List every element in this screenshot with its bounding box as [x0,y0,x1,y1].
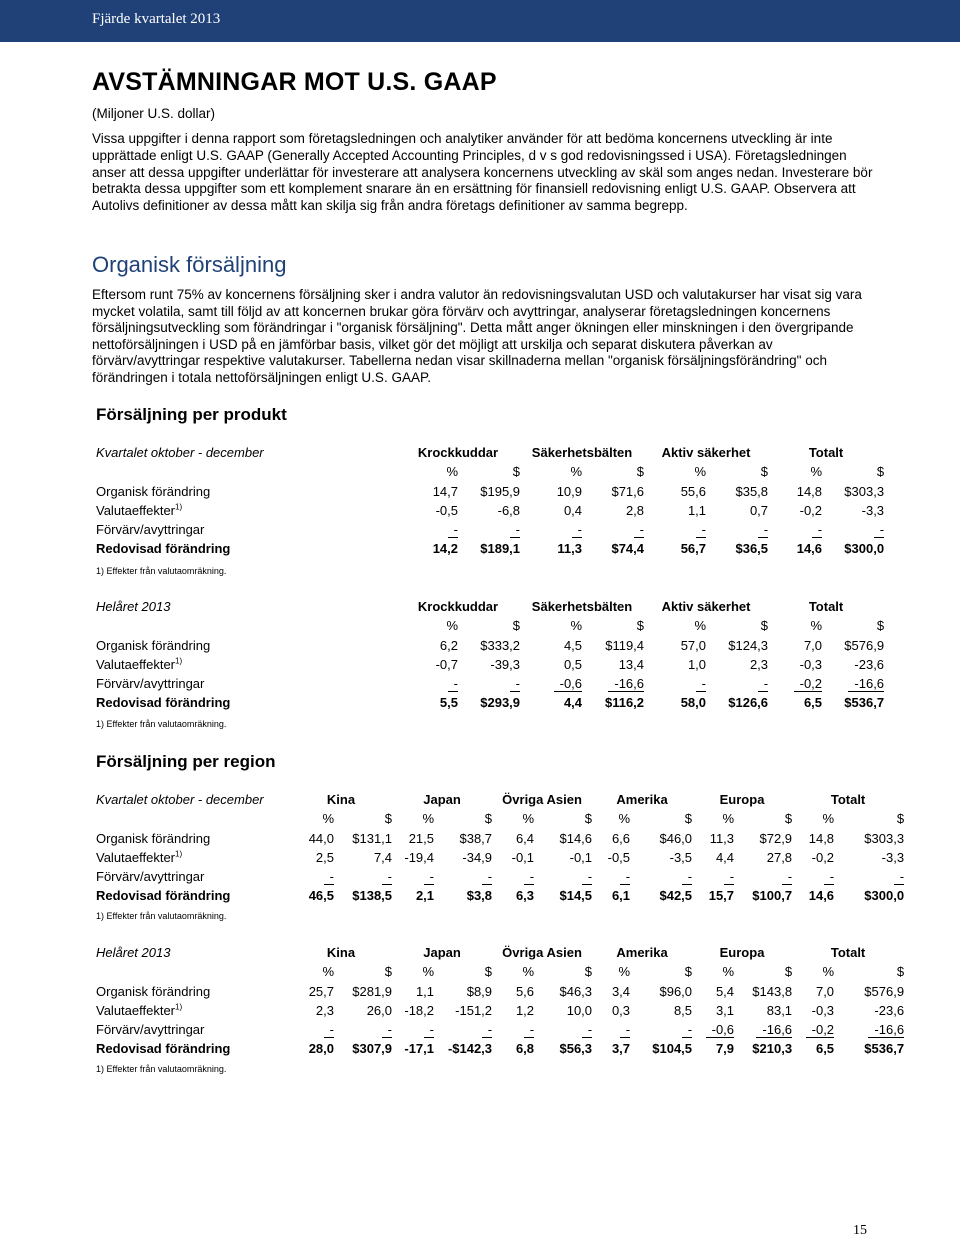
table-cell: -0,6 [706,1023,734,1038]
table-cell: -19,4 [404,849,435,865]
table-cell: 3,1 [715,1002,735,1018]
table-cell: - [620,870,630,885]
table-cell: 6,4 [515,830,535,846]
table-cell: 83,1 [766,1002,793,1018]
table-cell: - [572,523,582,538]
table-row [96,867,904,886]
table-cell: 14,6 [796,541,823,557]
table-cell: 2,8 [625,502,645,518]
row-label: Organisk förändring [96,983,211,999]
column-group-europa: Europa [719,945,765,960]
table-cell: $72,9 [759,830,793,846]
table-cell: 21,5 [408,830,435,846]
page-number: 15 [853,1223,867,1238]
table-unit-row [96,962,904,981]
table-cell: -0,1 [511,849,535,865]
region-q4-table [96,790,904,906]
table-cell: - [382,1023,392,1038]
currency-note: (Miljoner U.S. dollar) [92,106,216,121]
footnote: 1) Effekter från valutaomräkning. [96,566,227,576]
table-cell: 10,0 [566,1002,593,1018]
table-cell: -16,6 [756,1023,792,1038]
product-fy-table [96,597,884,713]
table-period-label: Kvartalet oktober - december [96,445,264,460]
unit-header: $ [636,618,645,634]
unit-header: $ [784,811,793,827]
table-cell: 5,6 [515,983,535,999]
unit-header: $ [384,964,393,980]
table-cell: 6,8 [515,1041,535,1057]
unit-header: $ [876,464,885,480]
table-cell: -0,1 [569,849,593,865]
page-title: AVSTÄMNINGAR MOT U.S. GAAP [92,68,497,96]
table-cell: - [682,1023,692,1038]
table-cell: $576,9 [844,637,885,653]
unit-header: % [822,964,835,980]
column-group-kina: Kina [326,792,356,807]
table-group-header-row [96,790,904,809]
table-cell: $100,7 [752,888,793,904]
column-group-sakerhetsbalten: Säkerhetsbälten [531,445,633,460]
table-cell: 10,9 [556,483,583,499]
table-cell: $71,6 [611,483,645,499]
table-cell: 7,4 [373,849,393,865]
unit-header: % [618,964,631,980]
table-cell: $35,8 [735,483,769,499]
table-cell: -17,1 [404,1041,435,1057]
table-cell: - [424,870,434,885]
table-cell: -6,8 [497,502,521,518]
table-cell: - [482,1023,492,1038]
table-cell: $3,8 [466,888,493,904]
section-paragraph: Eftersom runt 75% av koncernens försäljning sker i andra valutor än redovisningsvalutan USD och valutakurser har visat sig vara mycket volatila, samt till följd av att koncernen brukar göra förvärv och avyttringar, analyserar företagsledningen koncernens försäljningsutveckling som förändringar i "organisk försäljning". Detta mått anger ökningen eller minskningen i den övergripande nettoförsäljningen i USD på en jämförbar basis, vilket gör det möjligt att urskilja och separat diskutera påverkan av förvärv/avyttringar respektive valutakurser. Tabellerna nedan visar skillnaderna mellan "organisk försäljningsförändring" och förändringen i totala nettoförsäljningen enligt U.S. GAAP. [92,287,862,385]
table-cell: 14,6 [808,888,835,904]
footnote: 1) Effekter från valutaomräkning. [96,911,227,921]
unit-header: $ [484,964,493,980]
table-cell: $333,2 [480,637,521,653]
table-unit-row [96,809,904,828]
column-group-amerika: Amerika [616,945,668,960]
table-cell: 5,4 [715,983,735,999]
table-cell: $104,5 [652,1041,693,1057]
row-label: Förvärv/avyttringar [96,676,205,692]
row-label: Redovisad förändring [96,888,231,904]
table-cell: $36,5 [735,541,769,557]
column-group-krockkuddar: Krockkuddar [417,445,499,460]
table-cell: 4,4 [715,849,735,865]
column-group-aktiv-sakerhet: Aktiv säkerhet [661,599,751,614]
table-cell: $303,3 [844,483,885,499]
table-cell: - [894,870,904,885]
table-group-header-row [96,597,884,616]
column-group-ovriga-asien: Övriga Asien [502,792,582,807]
column-group-totalt: Totalt [830,945,866,960]
table-cell: 0,7 [749,502,769,518]
unit-header: $ [512,464,521,480]
table-cell: -0,2 [806,1023,834,1038]
table-cell: 0,3 [611,1002,631,1018]
footnote-marker: 1) [175,656,183,666]
intro-paragraph: Vissa uppgifter i denna rapport som företagsledningen och analytiker använder för att bedöma koncernens utveckling är inte upprättade enligt U.S. GAAP (Generally Accepted Accounting Principles, d v s god redovisningssed i USA). Företagsledningen anser att dessa uppgifter underlättar för investerare att analysera koncernens utveckling av skäl som anges nedan. Investerare bör betrakta dessa uppgifter som ett komplement snarare än en ersättning för finansiell redovisning enligt U.S. GAAP. Observera att Autolivs definitioner av dessa mått kan skilja sig från andra företags definitioner av samma begrepp. [92,131,873,214]
table-cell: -0,3 [799,656,823,672]
table-cell: -0,7 [435,656,458,672]
table-cell: $303,3 [864,830,905,846]
table-cell: 14,7 [432,483,458,499]
table-cell: $119,4 [605,637,645,653]
table-row [96,674,884,693]
footnote-marker: 1) [175,1002,183,1012]
row-label: Organisk förändring [96,637,211,653]
row-label: Förvärv/avyttringar [96,1022,205,1038]
table-cell: 0,4 [563,502,583,518]
unit-header: $ [784,964,793,980]
table-cell: $96,0 [659,983,693,999]
unit-header: % [810,618,823,634]
table-total-row [96,1039,904,1058]
table-cell: -0,5 [435,502,458,518]
column-group-krockkuddar: Krockkuddar [417,599,499,614]
row-label: Förvärv/avyttringar [96,522,205,538]
table-cell: 11,3 [709,830,735,846]
table-cell: 14,8 [796,483,823,499]
table-cell: $300,0 [844,541,885,557]
table-cell: -23,6 [874,1002,905,1018]
table-cell: 2,5 [315,849,334,865]
header-title: Fjärde kvartalet 2013 [92,11,221,27]
unit-header: $ [484,811,493,827]
table-cell: 0,5 [563,656,583,672]
table-cell: - [620,1023,630,1038]
footnote-marker: 1) [175,849,183,859]
unit-header: $ [760,464,769,480]
table-cell: -3,5 [669,849,693,865]
table-cell: - [758,677,768,692]
footnote: 1) Effekter från valutaomräkning. [96,719,227,729]
table-group-header-row [96,943,904,962]
table-cell: - [782,870,792,885]
unit-header: % [722,964,735,980]
table-cell: -151,2 [455,1002,493,1018]
table-cell: $189,1 [480,541,521,557]
table-cell: -18,2 [404,1002,435,1018]
table-cell: - [874,523,884,538]
table-cell: 6,1 [611,888,631,904]
table-cell: 3,4 [611,983,631,999]
table-cell: $124,3 [728,637,769,653]
region-sales-heading: Försäljning per region [96,752,276,771]
unit-header: % [570,618,583,634]
table-cell: 26,0 [366,1002,393,1018]
table-total-row [96,539,884,558]
table-cell: 15,7 [708,888,735,904]
table-cell: -34,9 [462,849,493,865]
table-cell: - [324,870,334,885]
table-cell: $46,3 [559,983,593,999]
footnote: 1) Effekter från valutaomräkning. [96,1064,227,1074]
table-cell: $46,0 [659,830,693,846]
table-cell: $38,7 [459,830,493,846]
table-cell: 28,0 [308,1041,334,1057]
table-cell: 5,5 [439,695,458,711]
table-cell: - [510,677,520,692]
table-cell: -0,6 [554,677,582,692]
table-cell: $293,9 [480,695,521,711]
table-cell: $14,5 [559,888,593,904]
table-cell: $8,9 [466,983,493,999]
table-cell: $210,3 [752,1041,793,1057]
table-period-label: Helåret 2013 [96,945,171,960]
table-cell: $131,1 [352,830,393,846]
table-row [96,636,884,655]
unit-header: % [570,464,583,480]
table-unit-row [96,462,884,481]
table-cell: $307,9 [352,1041,393,1057]
row-label: Förvärv/avyttringar [96,869,205,885]
table-cell: 11,3 [557,541,583,557]
table-cell: 4,5 [563,637,583,653]
unit-header: $ [384,811,393,827]
table-cell: 57,0 [680,637,707,653]
table-cell: $14,6 [559,830,593,846]
table-unit-row [96,616,884,635]
table-cell: $195,9 [480,483,521,499]
table-cell: - [696,523,706,538]
table-cell: $116,2 [604,695,645,711]
table-cell: 6,2 [439,637,458,653]
table-cell: - [582,870,592,885]
table-cell: $74,4 [611,541,645,557]
table-cell: 46,5 [308,888,334,904]
column-group-japan: Japan [423,945,461,960]
unit-header: % [322,811,334,827]
table-cell: -0,2 [794,677,822,692]
row-label: Redovisad förändring [96,541,231,557]
unit-header: % [446,618,458,634]
table-cell: -23,6 [854,656,885,672]
table-cell: $143,8 [752,983,793,999]
table-cell: $281,9 [352,983,393,999]
table-cell: $536,7 [844,695,885,711]
table-cell: - [824,870,834,885]
table-row [96,655,884,674]
section-heading: Organisk försäljning [92,252,287,277]
unit-header: $ [896,811,905,827]
unit-header: % [422,811,435,827]
column-group-kina: Kina [326,945,356,960]
table-cell: $138,5 [352,888,393,904]
row-label: Valutaeffekter$^{1)}$ [96,849,183,865]
table-cell: -16,6 [608,677,644,692]
table-cell: -0,2 [799,502,823,518]
table-row [96,1001,904,1020]
column-group-totalt: Totalt [808,599,844,614]
row-label: Organisk förändring [96,483,211,499]
product-q4-table [96,443,884,559]
column-group-totalt: Totalt [808,445,844,460]
column-group-ovriga-asien: Övriga Asien [502,945,582,960]
table-cell: 6,5 [803,695,823,711]
table-cell: 2,1 [415,888,435,904]
unit-header: $ [636,464,645,480]
table-cell: -16,6 [848,677,884,692]
table-cell: 3,7 [611,1041,631,1057]
table-cell: 55,6 [680,483,707,499]
table-cell: $576,9 [864,983,905,999]
table-cell: 7,9 [715,1041,735,1057]
table-cell: - [758,523,768,538]
unit-header: $ [584,811,593,827]
table-cell: -0,2 [811,849,835,865]
unit-header: % [694,618,707,634]
table-cell: 2,3 [749,656,769,672]
unit-header: % [522,811,535,827]
table-cell: 7,0 [815,983,835,999]
table-cell: - [324,1023,334,1038]
table-cell: 8,5 [673,1002,693,1018]
column-group-sakerhetsbalten: Säkerhetsbälten [531,599,633,614]
unit-header: $ [760,618,769,634]
table-cell: - [524,1023,534,1038]
unit-header: % [322,964,334,980]
table-cell: -$142,3 [447,1041,493,1057]
table-cell: - [524,870,534,885]
row-label: Valutaeffekter$^{1)}$ [96,502,183,518]
table-row [96,848,904,867]
table-cell: - [510,523,520,538]
unit-header: % [422,964,435,980]
table-cell: $56,3 [559,1041,593,1057]
unit-header: $ [684,964,693,980]
unit-header: % [694,464,707,480]
region-fy-table [96,943,904,1059]
table-cell: - [696,677,706,692]
table-cell: $300,0 [864,888,905,904]
table-cell: -0,3 [811,1002,835,1018]
unit-header: % [618,811,631,827]
unit-header: % [722,811,735,827]
table-cell: 1,1 [415,983,435,999]
table-row [96,482,884,501]
column-group-aktiv-sakerhet: Aktiv säkerhet [661,445,751,460]
table-cell: -16,6 [868,1023,904,1038]
row-label: Redovisad förändring [96,695,231,711]
unit-header: % [810,464,823,480]
unit-header: $ [584,964,593,980]
table-cell: 58,0 [680,695,707,711]
unit-header: % [446,464,458,480]
table-total-row [96,886,904,905]
table-cell: - [448,523,458,538]
table-cell: - [582,1023,592,1038]
table-cell: $536,7 [864,1041,905,1057]
table-period-label: Kvartalet oktober - december [96,792,264,807]
table-cell: - [424,1023,434,1038]
table-cell: - [812,523,822,538]
table-cell: 1,1 [687,502,707,518]
table-cell: -0,5 [607,849,631,865]
table-cell: 25,7 [308,983,334,999]
table-period-label: Helåret 2013 [96,599,171,614]
table-total-row [96,693,884,712]
table-cell: 4,4 [563,695,583,711]
table-cell: -3,3 [861,502,885,518]
column-group-europa: Europa [719,792,765,807]
row-label: Redovisad förändring [96,1041,231,1057]
table-cell: - [634,523,644,538]
unit-header: $ [684,811,693,827]
table-cell: -3,3 [881,849,905,865]
table-cell: 6,6 [611,830,631,846]
table-cell: - [382,870,392,885]
table-row [96,520,884,539]
column-group-japan: Japan [423,792,461,807]
table-cell: 13,4 [618,656,645,672]
row-label: Valutaeffekter$^{1)}$ [96,656,183,672]
product-sales-heading: Försäljning per produkt [96,405,287,424]
unit-header: $ [876,618,885,634]
table-row [96,982,904,1001]
column-group-amerika: Amerika [616,792,668,807]
table-cell: 56,7 [680,541,707,557]
table-cell: - [724,870,734,885]
column-group-totalt: Totalt [830,792,866,807]
table-cell: 7,0 [803,637,823,653]
table-row [96,501,884,520]
table-cell: 6,3 [515,888,535,904]
table-group-header-row [96,443,884,462]
unit-header: % [522,964,535,980]
table-cell: 6,5 [815,1041,835,1057]
table-cell: 44,0 [308,830,334,846]
table-cell: - [482,870,492,885]
table-cell: - [682,870,692,885]
table-cell: 2,3 [315,1002,334,1018]
unit-header: % [822,811,835,827]
table-cell: 14,8 [808,830,835,846]
row-label: Valutaeffekter$^{1)}$ [96,1002,183,1018]
row-label: Organisk förändring [96,830,211,846]
page-header-bar [0,0,960,42]
table-row [96,1020,904,1039]
table-cell: 1,0 [687,656,707,672]
unit-header: $ [512,618,521,634]
table-cell: 14,2 [432,541,458,557]
footnote-marker: 1) [175,502,183,512]
table-cell: 27,8 [766,849,793,865]
table-cell: $126,6 [728,695,769,711]
unit-header: $ [896,964,905,980]
table-cell: $42,5 [659,888,693,904]
table-cell: 1,2 [515,1002,535,1018]
table-cell: - [448,677,458,692]
table-cell: -39,3 [490,656,521,672]
table-row [96,829,904,848]
